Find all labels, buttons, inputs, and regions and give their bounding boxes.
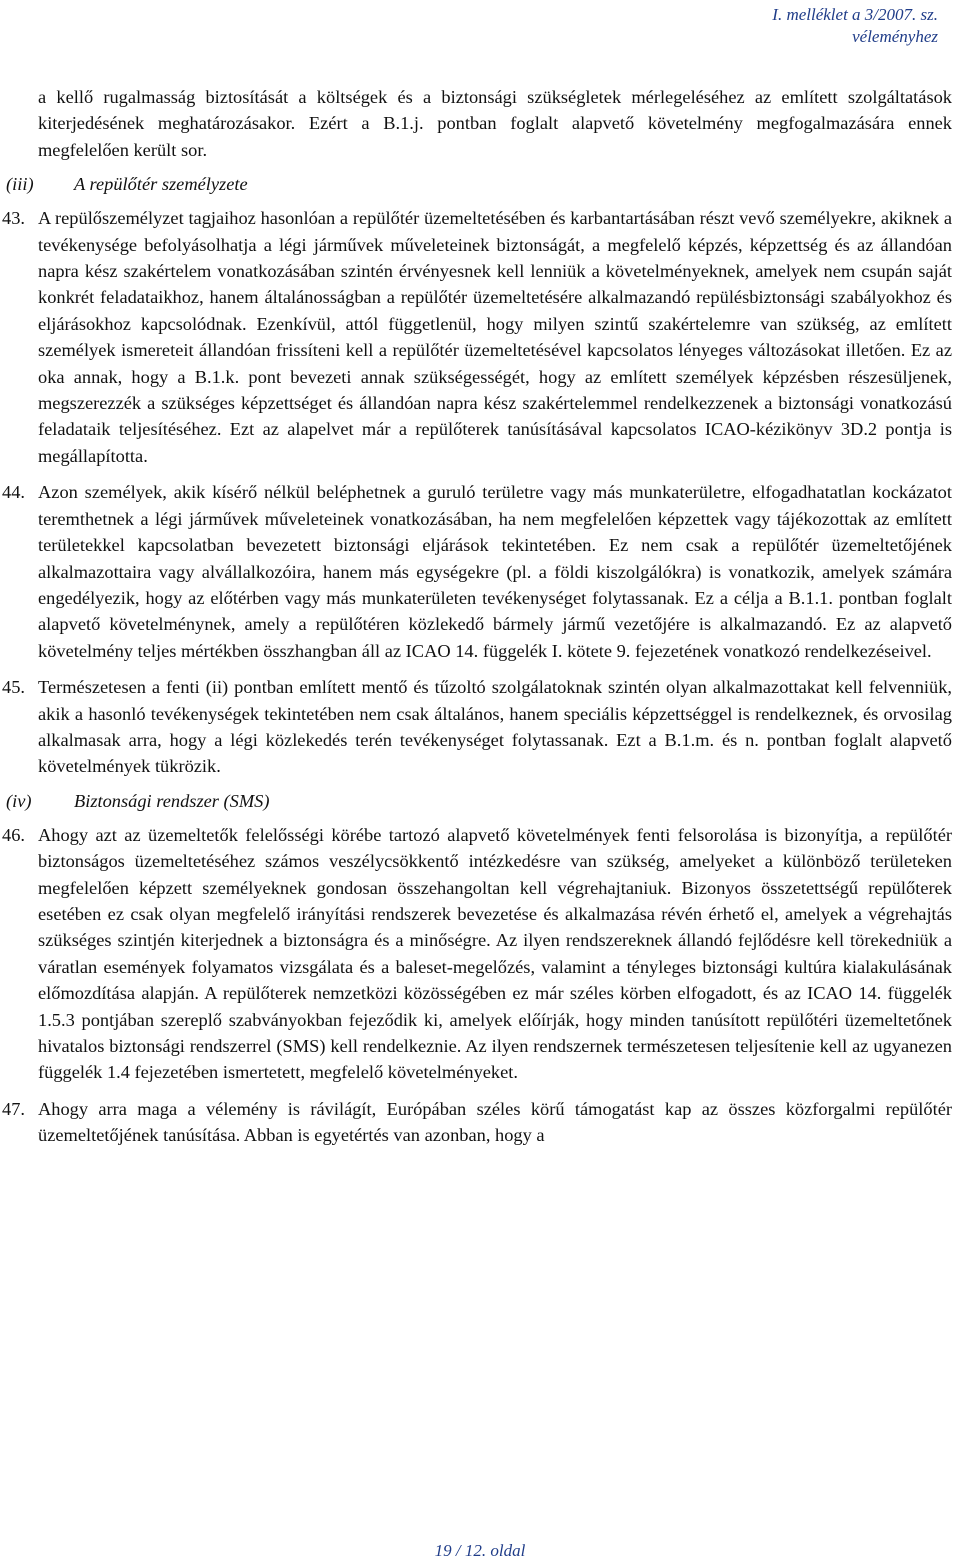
paragraph-number: 47.: [2, 1098, 25, 1119]
header-annex-label: I. melléklet a 3/2007. sz.: [772, 5, 938, 24]
document-body: [2, 84, 952, 1149]
paragraph-text: Ahogy azt az üzemeltetők felelősségi körébe tartozó alapvető követelmények fenti felsorolása is bizonyítja, a repülőtér biztonságos üzemeltetéséhez számos veszélycsökkentő intézkedésre van szükség, amelyeket a különböző területeken megfelelően képzett személyeknek gondosan összehangoltan kell végrehajtaniuk. Bizonyos összetettségű repülőterek esetében ez csak olyan megfelelő irányítási rendszerek bevezetése és alkalmazása révén érhető el, amelyek a végrehajtás szükséges szintjén kiterjednek a biztonságra és a minőségre. Az ilyen rendszereknek állandó fejlődésre kell törekedniük a váratlan események folyamatos vizsgálata és a baleset-megelőzés, valamint a tényleges biztonsági kultúra kialakulásának előmozdítása alapján. A repülőterek nemzetközi közösségében ez már széles körben elfogadott, és az ICAO 14. függelék 1.5.3 pontjában szereplő szabványokban fejeződik ki, amelyek előírják, hogy minden tanúsított repülőtéri üzemeltetőnek hivatalos biztonsági rendszerrel (SMS) kell rendelkeznie. Az ilyen rendszernek természetesen teljesítenie kell az ugyanezen függelék 1.4 fejezetében ismertetett, megfelelő követelményeket.: [38, 824, 952, 1083]
section-heading-iii: [6, 169, 952, 199]
document-header: [772, 4, 938, 48]
section-title: A repülőtér személyzete: [74, 174, 248, 195]
section-number: (iii): [6, 174, 34, 195]
paragraph-number: 45.: [2, 677, 25, 698]
paragraph-44: [2, 479, 952, 664]
paragraph-number: 43.: [2, 208, 25, 229]
paragraph-43: [2, 205, 952, 469]
paragraph-number: 44.: [2, 482, 25, 503]
paragraph-45: [2, 674, 952, 780]
page-number: 19 / 12. oldal: [434, 1541, 526, 1560]
paragraph-text: Természetesen a fenti (ii) pontban említett mentő és tűzoltó szolgálatoknak szintén olyan alkalmazottakat kell felvenniük, akik a hasonló tevékenységek tekintetében nem csak általános, hanem speciális képzettséggel is rendelkeznek, és orvosilag alkalmasak arra, hogy a légi közlekedés terén tevékenységet folytassanak. Ezt a B.1.m. és n. pontban foglalt alapvető követelmények tükrözik.: [38, 677, 952, 777]
section-heading-iv: [6, 786, 952, 816]
paragraph-number: 46.: [2, 824, 25, 845]
header-opinion-label: véleményhez: [852, 27, 938, 46]
paragraph-text: A repülőszemélyzet tagjaihoz hasonlóan a repülőtér üzemeltetésében és karbantartásában részt vevő személyekre, akiknek a tevékenysége befolyásolhatja a légi járművek műveleteinek biztonságát, a megfelelő képzés, képzettség és az állandóan napra kész szakértelem vonatkozásában szintén érvényesnek kell lenniük a követelményeknek, amelyek nem csupán saját konkrét feladataikhoz, hanem általánosságban a repülőtér üzemeltetésére alkalmazandó repülésbiztonsági szabályokhoz és eljárásokhoz kapcsolódnak. Ezenkívül, attól függetlenül, hogy milyen szintű szakértelemre van szükség, az említett személyek ismereteit állandóan frissíteni kell a repülőtér üzemeltetésével kapcsolatos lényeges változásokat illetően. Ez az oka annak, hogy a B.1.k. pont bevezeti annak szükségességét, hogy az említett személyek képzésben részesüljenek, megszerezzék a szükséges képzettséget és állandóan napra kész szakértelemmel rendelkezzenek a biztonsági vonatkozású feladataik teljesítéséhez. Ezt az alapelvet már a repülőterek tanúsításával kapcsolatos ICAO-kézikönyv 3D.2 pontja is megállapította.: [38, 208, 952, 466]
paragraph-text: Ahogy arra maga a vélemény is rávilágít, Európában széles körű támogatást kap az összes közforgalmi repülőtér üzemeltetőjének tanúsítása. Abban is egyetértés van azonban, hogy a: [38, 1098, 952, 1146]
intro-paragraph: a kellő rugalmasság biztosítását a költségek és a biztonsági szükségletek mérlegeléséhez az említett szolgáltatások kiterjedésének meghatározásakor. Ezért a B.1.j. pontban foglalt alapvető követelmény megfogalmazására ennek megfelelően került sor.: [38, 87, 952, 160]
paragraph-46: [2, 822, 952, 1086]
paragraph-text: Azon személyek, akik kísérő nélkül beléphetnek a guruló területre vagy más munkaterületre, elfogadhatatlan kockázatot teremthetnek a légi járművek műveleteinek vonatkozásában, ha nem megfelelően képzettek vagy tájékozottak az említett területekkel kapcsolatban bevezetett biztonsági eljárások tekintetében. Ez nem csak a repülőtér üzemeltetőjének alkalmazottaira vagy alvállalkozóira, hanem más egységekre (pl. a földi kiszolgálókra) is vonatkozik, amelyek számára engedélyezik, hogy az előtérben vagy más munkaterületen tevékenységet folytassanak. Ez a célja a B.1.1. pontban foglalt alapvető követelménynek, amely a repülőtéren közlekedő bármely jármű vezetőjére is alkalmazandó. Ez az alapvető követelmény teljes mértékben összhangban áll az ICAO 14. függelék I. kötete 9. fejezetének vonatkozó rendelkezéseivel.: [38, 482, 952, 661]
section-number: (iv): [6, 790, 32, 811]
page-footer: [0, 1541, 960, 1561]
paragraph-47: [2, 1096, 952, 1149]
section-title: Biztonsági rendszer (SMS): [74, 790, 270, 811]
